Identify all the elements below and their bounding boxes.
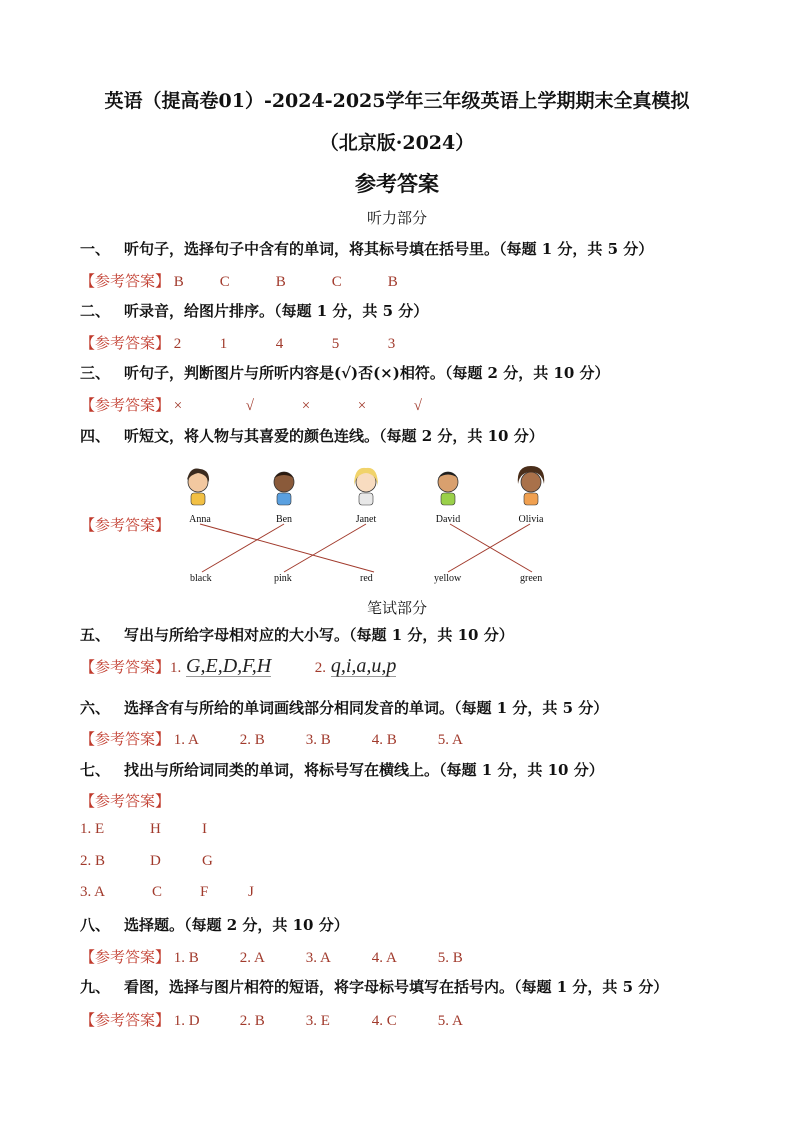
question-4: 四、 听短文，将人物与其喜爱的颜色连线。（每题 2 分，共 10 分） bbox=[80, 427, 544, 445]
answer-value: 4. C bbox=[371, 1013, 397, 1029]
avatar-anna bbox=[187, 468, 209, 505]
answer-label: 【参考答案】 bbox=[80, 1011, 171, 1029]
match-line bbox=[448, 524, 530, 572]
answer-value: 2. A bbox=[239, 950, 265, 966]
answer-value: 2. B bbox=[239, 1013, 265, 1029]
answer-value: C bbox=[331, 274, 342, 290]
answer-value: B bbox=[275, 274, 286, 290]
answer-7 bbox=[80, 790, 170, 811]
color-label: pink bbox=[274, 573, 292, 584]
answer-5: 【参考答案】1. G,E,D,F,H 2. q,i,a,u,p bbox=[80, 655, 397, 677]
answer-value: 4. B bbox=[371, 732, 397, 748]
answer-9 bbox=[80, 1009, 463, 1030]
answer-row: 2. B D G bbox=[80, 853, 213, 869]
answer-value: 4. A bbox=[371, 950, 397, 966]
answer-row: 3. A C F J bbox=[80, 884, 254, 900]
answer-row: 1. E H I bbox=[80, 821, 207, 837]
question-1: 一、 听句子，选择句子中含有的单词，将其标号填在括号里。（每题 1 分，共 5 分） bbox=[80, 240, 654, 258]
person-name: David bbox=[435, 514, 461, 525]
match-line bbox=[200, 524, 374, 572]
answer-value: 1. D bbox=[173, 1013, 200, 1029]
answer-value: 3. A bbox=[305, 950, 331, 966]
answer-label: 【参考答案】 bbox=[80, 272, 171, 290]
answer-value: 5 bbox=[331, 336, 340, 352]
match-line bbox=[202, 524, 284, 572]
question-2: 二、 听录音，给图片排序。（每题 1 分，共 5 分） bbox=[80, 302, 429, 320]
answer-value: 2 bbox=[173, 336, 182, 352]
answer-value: 3. B bbox=[305, 732, 331, 748]
answer-value: 1. A bbox=[173, 732, 199, 748]
answer-value: 5. A bbox=[437, 732, 463, 748]
answer-value: 1 bbox=[219, 336, 228, 352]
letters-uppercase: G,E,D,F,H bbox=[186, 655, 272, 677]
question-8: 八、 选择题。（每题 2 分，共 10 分） bbox=[80, 916, 349, 934]
answer-1 bbox=[80, 270, 398, 291]
answer-6 bbox=[80, 728, 463, 749]
answer-value: √ bbox=[245, 398, 254, 414]
answer-2 bbox=[80, 332, 395, 353]
answer-value: × bbox=[357, 398, 367, 414]
answer-heading: 参考答案 bbox=[355, 171, 439, 196]
match-line bbox=[450, 524, 532, 572]
avatar-olivia bbox=[518, 466, 544, 505]
answer-value: B bbox=[173, 274, 184, 290]
answer-value: 2. B bbox=[239, 732, 265, 748]
color-label: red bbox=[360, 573, 373, 584]
person-name: Olivia bbox=[518, 514, 544, 525]
answer-label: 【参考答案】 bbox=[80, 792, 171, 810]
avatar-david bbox=[438, 472, 458, 505]
answer-value: 1. B bbox=[173, 950, 199, 966]
color-label: black bbox=[190, 573, 212, 584]
answer-label: 【参考答案】 bbox=[80, 396, 171, 414]
color-label: yellow bbox=[434, 573, 462, 584]
answer-value: 5. A bbox=[437, 1013, 463, 1029]
answer-value: 3 bbox=[387, 336, 396, 352]
person-name: Janet bbox=[355, 514, 377, 525]
question-5: 五、 写出与所给字母相对应的大小写。（每题 1 分，共 10 分） bbox=[80, 626, 514, 644]
section-listening: 听力部分 bbox=[366, 209, 427, 227]
answer-label: 【参考答案】 bbox=[80, 730, 171, 748]
answer-value: C bbox=[219, 274, 230, 290]
document-title: 英语（提高卷01）-2024-2025学年三年级英语上学期期末全真模拟 bbox=[104, 90, 690, 112]
answer-label: 【参考答案】 bbox=[80, 516, 171, 534]
section-writing: 笔试部分 bbox=[366, 599, 427, 617]
answer-value: 3. E bbox=[305, 1013, 330, 1029]
match-line bbox=[284, 524, 366, 572]
answer-value: B bbox=[387, 274, 398, 290]
question-7: 七、 找出与所给词同类的单词，将标号写在横线上。（每题 1 分，共 10 分） bbox=[80, 761, 604, 779]
person-name: Anna bbox=[189, 514, 211, 525]
answer-8 bbox=[80, 946, 463, 967]
color-label: green bbox=[520, 573, 543, 584]
answer-value: √ bbox=[413, 398, 422, 414]
question-9: 九、 看图，选择与图片相符的短语，将字母标号填写在括号内。（每题 1 分，共 5 分） bbox=[80, 978, 669, 996]
question-3: 三、 听句子，判断图片与所听内容是(√)否(×)相符。（每题 2 分，共 10 分） bbox=[80, 364, 610, 382]
person-name: Ben bbox=[275, 514, 293, 525]
question-6: 六、 选择含有与所给的单词画线部分相同发音的单词。（每题 1 分，共 5 分） bbox=[80, 699, 609, 717]
answer-3 bbox=[80, 394, 422, 415]
answer-value: × bbox=[301, 398, 311, 414]
matching-figure bbox=[178, 458, 558, 588]
answer-label: 【参考答案】 bbox=[80, 658, 171, 676]
document-subtitle: （北京版·2024） bbox=[319, 132, 475, 154]
answer-4 bbox=[80, 514, 170, 535]
answer-value: 5. B bbox=[437, 950, 463, 966]
avatar-ben bbox=[274, 472, 294, 505]
answer-value: × bbox=[173, 398, 183, 414]
answer-label: 【参考答案】 bbox=[80, 948, 171, 966]
letters-lowercase: q,i,a,u,p bbox=[330, 655, 397, 677]
answer-value: 4 bbox=[275, 336, 284, 352]
answer-label: 【参考答案】 bbox=[80, 334, 171, 352]
avatar-janet bbox=[354, 468, 378, 505]
